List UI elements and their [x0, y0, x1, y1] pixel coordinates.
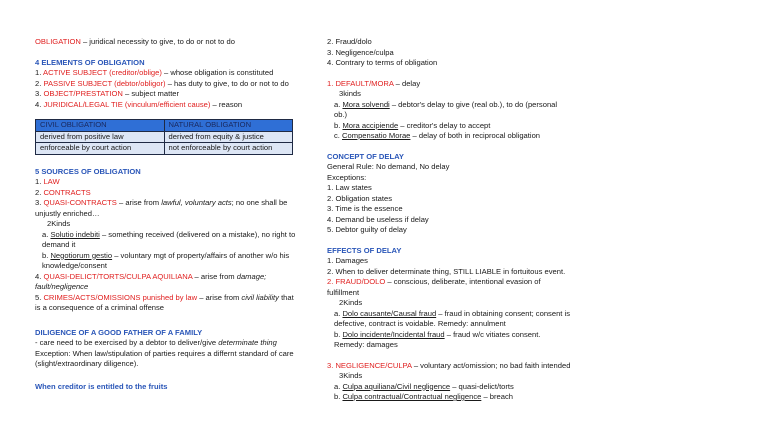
list-item: 5. Debtor guilty of delay: [327, 225, 407, 234]
table-cell: derived from equity & justice: [164, 131, 293, 143]
effects-heading: EFFECTS OF DELAY: [327, 245, 402, 255]
table-cell: not enforceable by court action: [164, 143, 293, 155]
elements-heading: 4 ELEMENTS OF OBLIGATION: [35, 57, 145, 67]
default-c: c. Compensatio Morae – delay of both in reciprocal obligation: [334, 131, 541, 140]
table-cell: enforceable by court action: [36, 143, 165, 155]
source-3-kinds: 2Kinds: [47, 219, 71, 228]
source-2: 2. CONTRACTS: [35, 187, 91, 197]
source-3b: b. Negotiorum gestio – voluntary mgt of property/affairs of another w/o his knowledge/consent: [42, 250, 290, 270]
table-header-natural: NATURAL OBLIGATION: [164, 120, 293, 132]
effect-1: 1. Damages: [327, 256, 368, 265]
source-4: 4. QUASI-DELICT/TORTS/CULPA AQUILIANA – arise from damage; fault/negligence: [35, 271, 267, 291]
source-3a: a. Solutio indebiti – something received (delivered on a mistake), no right to demand it: [42, 229, 296, 249]
obligation-term: OBLIGATION: [35, 37, 81, 46]
breach-4: 4. Contrary to terms of obligation: [327, 58, 438, 67]
negligence-a: a. Culpa aquiliana/Civil negligence – quasi-delict/torts: [334, 381, 514, 391]
element-2: 2. PASSIVE SUBJECT (debtor/obligor) – has duty to give, to do or not to do: [35, 78, 289, 88]
fraud-heading: 2. FRAUD/DOLO – conscious, deliberate, intentional evasion of fulfillment: [327, 277, 541, 297]
table-header-row: [36, 120, 293, 132]
breach-3: 3. Negligence/culpa: [327, 47, 394, 57]
negligence-b: b. Culpa contractual/Contractual negligence – breach: [334, 392, 514, 401]
source-1: 1. LAW: [35, 177, 60, 186]
list-item: 2. Obligation states: [327, 193, 393, 203]
table-row: [36, 131, 293, 143]
fruits-heading: When creditor is entitled to the fruits: [35, 381, 168, 391]
source-3: 3. QUASI-CONTRACTS – arise from lawful, voluntary acts; no one shall be unjustly enriched…: [35, 198, 288, 218]
fraud-a: a. Dolo causante/Causal fraud – fraud in obtaining consent; consent is defective, contract is voidable. Remedy: annulment: [334, 308, 570, 328]
table-header-civil: CIVIL OBLIGATION: [36, 120, 165, 132]
default-heading: 1. DEFAULT/MORA – delay: [327, 78, 421, 88]
table-cell: derived from positive law: [36, 131, 165, 143]
list-item: 1. Law states: [327, 183, 372, 192]
source-5: 5. CRIMES/ACTS/OMISSIONS punished by law – arise from civil liability that is a consequence of a criminal offense: [35, 292, 294, 312]
sources-heading: 5 SOURCES OF OBLIGATION: [35, 166, 141, 176]
diligence-definition: - care need to be exercised by a debtor to deliver/give determinate thing: [35, 338, 277, 347]
right-column: [327, 0, 572, 403]
default-a: a. Mora solvendi – debtor's delay to give (real ob.), to do (personal ob.): [334, 99, 558, 119]
negligence-kinds: 3Kinds: [339, 371, 363, 380]
list-item: 3. Time is the essence: [327, 204, 403, 213]
diligence-heading: DILIGENCE OF A GOOD FATHER OF A FAMILY: [35, 327, 203, 337]
civil-vs-natural-table: [35, 119, 293, 155]
fraud-b: b. Dolo incidente/Incidental fraud – fraud w/c vitiates consent. Remedy: damages: [334, 329, 541, 349]
default-kinds: 3kinds: [339, 89, 361, 98]
exceptions-label: Exceptions:: [327, 172, 367, 182]
general-rule: General Rule: No demand, No delay: [327, 162, 450, 171]
diligence-exception: Exception: When law/stipulation of parties requires a differnt standard of care (slight/extraordinary diligence).: [35, 348, 294, 368]
element-4: 4. JURIDICAL/LEGAL TIE (vinculum/efficient cause) – reason: [35, 99, 243, 109]
table-row: [36, 143, 293, 155]
list-item: 4. Demand be useless if delay: [327, 214, 429, 224]
left-column: [35, 0, 297, 392]
breach-2: 2. Fraud/dolo: [327, 37, 372, 46]
negligence-heading: 3. NEGLIGENCE/CULPA – voluntary act/omission; no bad faith intended: [327, 360, 571, 370]
fraud-kinds: 2Kinds: [339, 298, 363, 307]
obligation-definition: OBLIGATION – juridical necessity to give, to do or not to do: [35, 37, 235, 46]
concept-heading: CONCEPT OF DELAY: [327, 151, 404, 161]
default-b: b. Mora accipiende – creditor's delay to accept: [334, 120, 491, 130]
effect-2: 2. When to deliver determinate thing, STILL LIABLE in fortuitous event.: [327, 266, 566, 276]
element-1: 1. ACTIVE SUBJECT (creditor/oblige) – whose obligation is constituted: [35, 68, 274, 77]
element-3: 3. OBJECT/PRESTATION – subject matter: [35, 89, 180, 98]
